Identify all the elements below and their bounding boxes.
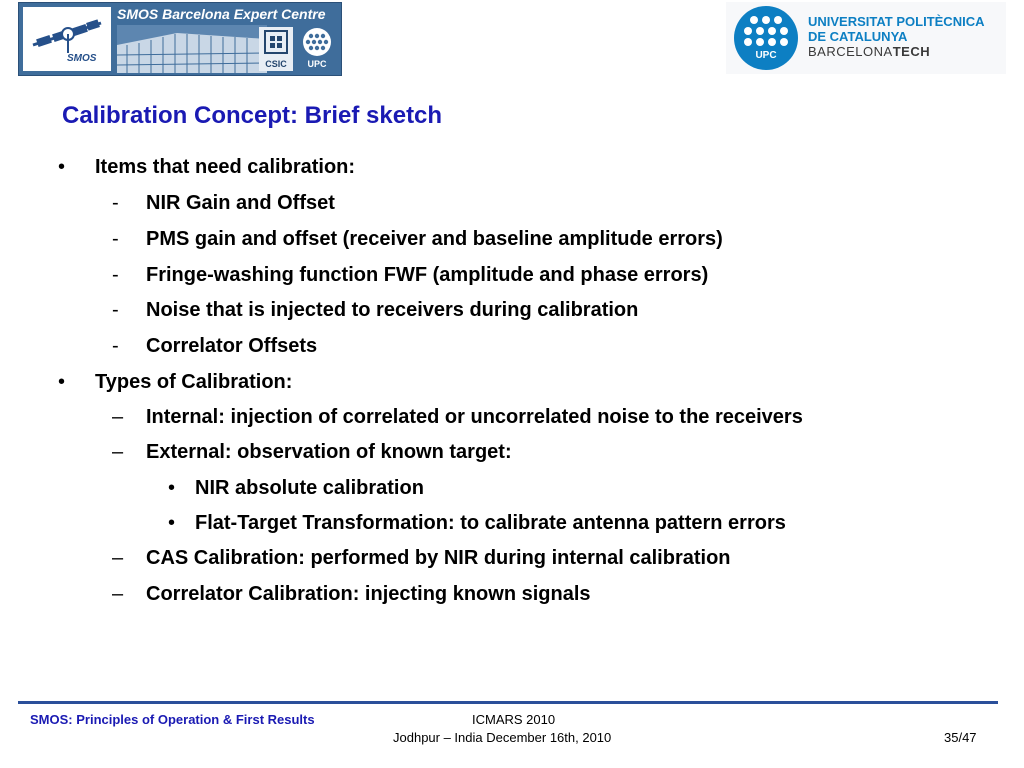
sub-item: Fringe-washing function FWF (amplitude and phase errors): [146, 264, 709, 286]
upc-line3-barcelona: BARCELONA: [808, 44, 893, 59]
dash-marker: -: [112, 192, 119, 214]
smos-bec-logo: [18, 2, 342, 76]
smos-satellite-logo: [23, 7, 111, 71]
footer-location-date: Jodhpur – India December 16th, 2010: [393, 730, 612, 745]
sub-item: Internal: injection of correlated or uncorrelated noise to the receivers: [146, 406, 803, 428]
dash-marker: -: [112, 335, 119, 357]
satellite-icon: [31, 15, 103, 55]
sub-item: Correlator Calibration: injecting known signals: [146, 583, 591, 605]
upc-line3-tech: TECH: [892, 44, 931, 59]
subsub-marker: •: [168, 512, 176, 534]
upc-line2: DE CATALUNYA: [808, 29, 908, 44]
sub-item: Correlator Offsets: [146, 335, 318, 357]
upc-small-logo: [299, 27, 335, 71]
dash-marker: -: [112, 228, 119, 250]
upc-dots-icon: [299, 27, 335, 57]
footer-conference: ICMARS 2010: [472, 712, 556, 727]
bullet-marker: •: [58, 156, 66, 178]
sub-item: CAS Calibration: performed by NIR during internal calibration: [146, 547, 731, 569]
bullet-marker: •: [58, 371, 66, 393]
footer-divider: [18, 701, 998, 704]
csic-label: CSIC: [265, 59, 287, 69]
upc-barcelonatech-logo: [726, 2, 1006, 74]
footer-presentation-title: SMOS: Principles of Operation & First Results: [30, 712, 315, 727]
upc-wordmark: [808, 14, 984, 59]
sub-item: Noise that is injected to receivers during calibration: [146, 299, 639, 321]
dash-marker: -: [112, 264, 119, 286]
smos-bec-title-text: SMOS Barcelona Expert Centre: [117, 6, 326, 22]
upc-circle-label: UPC: [755, 50, 777, 61]
dash-marker: –: [112, 441, 124, 463]
dash-marker: –: [112, 583, 124, 605]
csic-emblem-icon: [259, 27, 293, 57]
dash-marker: –: [112, 406, 124, 428]
subsub-item: Flat-Target Transformation: to calibrate antenna pattern errors: [195, 512, 786, 534]
sub-item: NIR Gain and Offset: [146, 192, 335, 214]
subsub-item: NIR absolute calibration: [195, 477, 424, 499]
smos-small-label: SMOS: [67, 53, 97, 64]
subsub-marker: •: [168, 477, 176, 499]
sub-item: PMS gain and offset (receiver and baseline amplitude errors): [146, 228, 723, 250]
upc-line1: UNIVERSITAT POLITÈCNICA: [808, 14, 985, 29]
bullet-item: Types of Calibration:: [95, 371, 293, 393]
smos-bec-title: [117, 5, 339, 23]
dash-marker: –: [112, 547, 124, 569]
page-number: 35/47: [944, 730, 977, 745]
upc-small-label: UPC: [307, 59, 327, 69]
csic-logo: [259, 27, 293, 71]
buildings-graphic: [117, 25, 267, 73]
dash-marker: -: [112, 299, 119, 321]
slide-title: Calibration Concept: Brief sketch: [62, 102, 443, 129]
sub-item: External: observation of known target:: [146, 441, 512, 463]
upc-circle-emblem: [734, 6, 798, 70]
bullet-item: Items that need calibration:: [95, 156, 356, 178]
upc-line3: [808, 44, 984, 59]
